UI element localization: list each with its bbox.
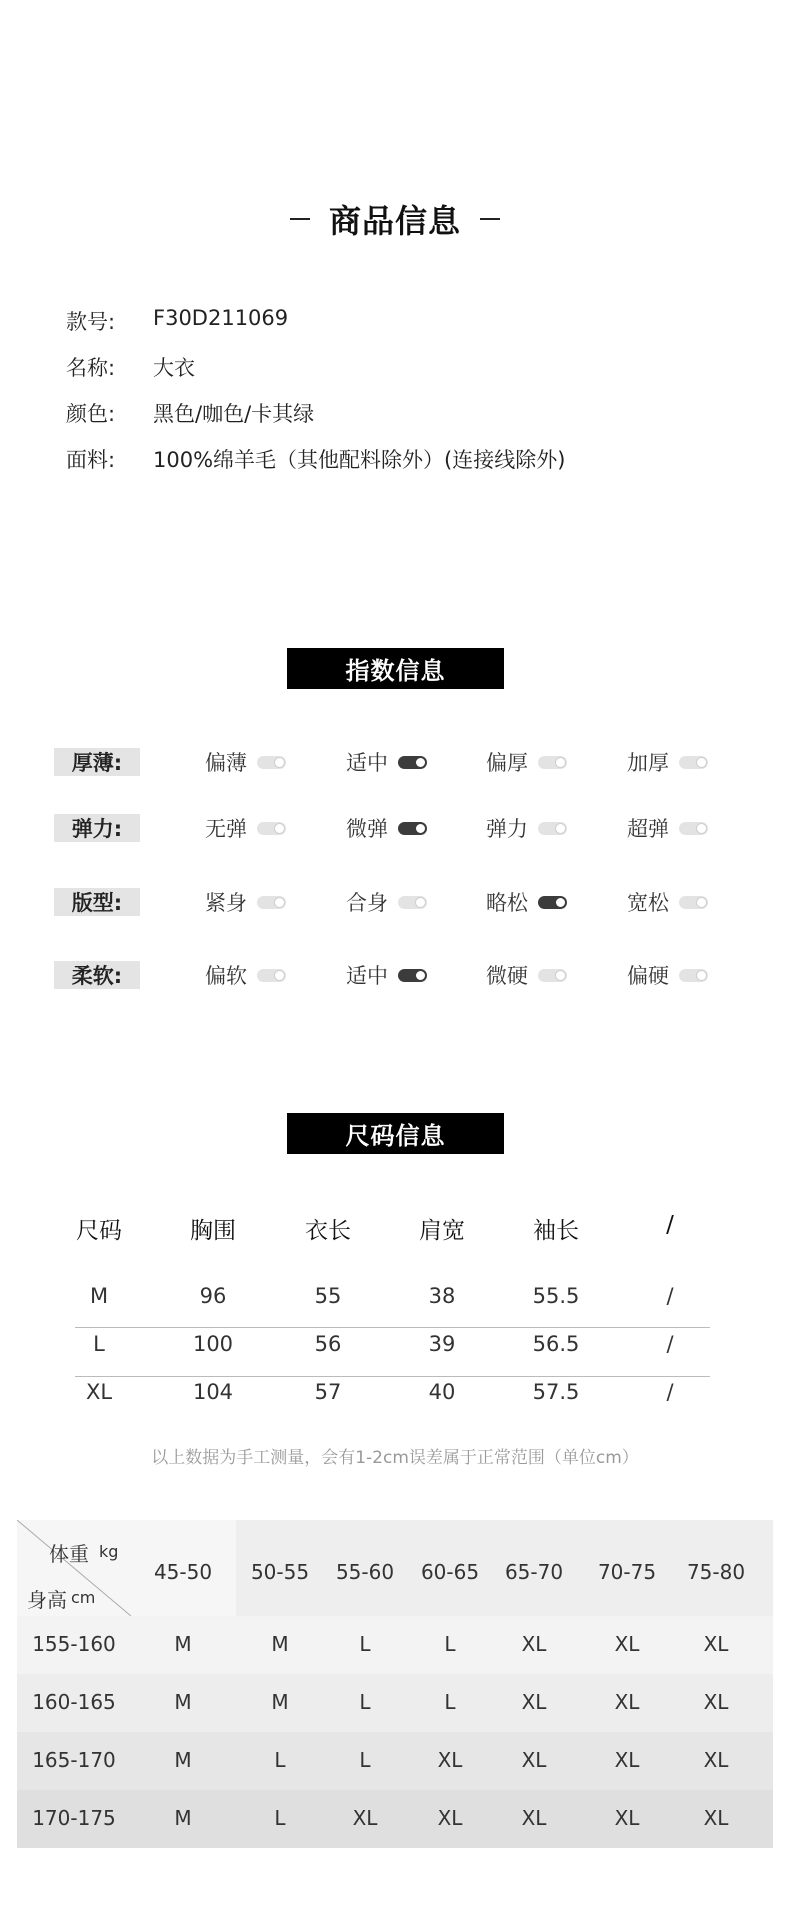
height-row-label: 160-165 xyxy=(32,1690,116,1714)
title-dash-right xyxy=(480,218,500,220)
toggle-off-icon xyxy=(538,969,567,982)
size-cell: 100 xyxy=(192,1332,234,1356)
index-row-label: 版型: xyxy=(54,888,140,916)
index-row-label: 弹力: xyxy=(54,814,140,842)
recommended-size-cell: XL xyxy=(521,1748,547,1772)
recommended-size-cell: XL xyxy=(703,1748,729,1772)
index-option xyxy=(346,813,427,843)
recommended-size-cell: XL xyxy=(352,1806,378,1830)
index-option xyxy=(205,813,286,843)
index-option xyxy=(205,747,286,777)
toggle-off-icon xyxy=(257,969,286,982)
size-header-cell: 衣长 xyxy=(305,1218,351,1244)
recommended-size-cell: XL xyxy=(437,1748,463,1772)
size-cell: 38 xyxy=(428,1284,456,1308)
recommended-size-cell: L xyxy=(444,1632,456,1656)
index-option xyxy=(205,960,286,990)
index-row-label: 柔软: xyxy=(54,961,140,989)
recommended-size-cell: M xyxy=(174,1748,192,1772)
recommended-size-cell: XL xyxy=(614,1632,640,1656)
size-cell: 57.5 xyxy=(532,1380,580,1404)
size-cell: / xyxy=(666,1284,674,1308)
recommended-size-cell: XL xyxy=(614,1690,640,1714)
index-option xyxy=(346,887,427,917)
toggle-off-icon xyxy=(679,756,708,769)
size-header-cell: 尺码 xyxy=(76,1218,122,1244)
size-row-divider xyxy=(75,1376,710,1377)
index-option-label: 微硬 xyxy=(486,964,528,988)
index-option-label: 偏薄 xyxy=(205,751,247,775)
index-option-label: 超弹 xyxy=(627,817,669,841)
info-label-name: 名称: xyxy=(66,356,116,380)
index-option xyxy=(627,887,708,917)
info-value-fabric: 100%绵羊毛（其他配料除外）(连接线除外) xyxy=(153,448,566,472)
index-option xyxy=(346,747,427,777)
size-row-divider xyxy=(75,1327,710,1328)
corner-weight-unit: kg xyxy=(99,1542,119,1561)
size-cell: / xyxy=(666,1332,674,1356)
weight-header-cell: 75-80 xyxy=(686,1560,746,1584)
index-option xyxy=(486,887,567,917)
index-option xyxy=(205,887,286,917)
toggle-off-icon xyxy=(257,756,286,769)
size-cell: 57 xyxy=(314,1380,342,1404)
index-option-label: 弹力 xyxy=(486,817,528,841)
recommended-size-cell: XL xyxy=(614,1806,640,1830)
recommended-size-cell: L xyxy=(359,1690,371,1714)
size-cell: 96 xyxy=(199,1284,227,1308)
index-option xyxy=(486,960,567,990)
product-info-title: 商品信息 xyxy=(328,202,461,240)
toggle-on-icon xyxy=(398,822,427,835)
weight-header-cell: 50-55 xyxy=(250,1560,310,1584)
index-option xyxy=(627,960,708,990)
index-option-label: 偏厚 xyxy=(486,751,528,775)
weight-header-cell: 45-50 xyxy=(153,1560,213,1584)
toggle-on-icon xyxy=(398,969,427,982)
corner-height-unit: cm xyxy=(71,1588,96,1607)
index-option-label: 偏硬 xyxy=(627,964,669,988)
toggle-off-icon xyxy=(679,896,708,909)
info-value-color: 黑色/咖色/卡其绿 xyxy=(153,402,315,426)
recommended-size-cell: L xyxy=(444,1690,456,1714)
index-option-label: 加厚 xyxy=(627,751,669,775)
toggle-on-icon xyxy=(398,756,427,769)
info-value-name: 大衣 xyxy=(153,356,195,380)
toggle-off-icon xyxy=(538,822,567,835)
recommended-size-cell: XL xyxy=(437,1806,463,1830)
corner-weight-label: 体重 xyxy=(49,1542,89,1566)
index-option xyxy=(486,813,567,843)
size-cell: 55 xyxy=(314,1284,342,1308)
weight-header-cell: 65-70 xyxy=(504,1560,564,1584)
recommended-size-cell: XL xyxy=(614,1748,640,1772)
recommended-size-cell: M xyxy=(174,1632,192,1656)
info-label-color: 颜色: xyxy=(66,402,116,426)
height-row-label: 170-175 xyxy=(32,1806,116,1830)
weight-header-cell: 70-75 xyxy=(597,1560,657,1584)
height-row-label: 155-160 xyxy=(32,1632,116,1656)
size-cell: 39 xyxy=(428,1332,456,1356)
measurement-note: 以上数据为手工测量，会有1-2cm误差属于正常范围（单位cm） xyxy=(151,1448,639,1468)
index-option-label: 适中 xyxy=(346,964,388,988)
index-row-label: 厚薄: xyxy=(54,748,140,776)
toggle-off-icon xyxy=(679,822,708,835)
recommended-size-cell: M xyxy=(174,1690,192,1714)
size-cell: L xyxy=(93,1332,105,1356)
toggle-off-icon xyxy=(538,756,567,769)
index-option-label: 略松 xyxy=(486,891,528,915)
recommended-size-cell: XL xyxy=(521,1632,547,1656)
size-cell: 55.5 xyxy=(532,1284,580,1308)
recommended-size-cell: M xyxy=(174,1806,192,1830)
recommended-size-cell: XL xyxy=(521,1690,547,1714)
size-cell: XL xyxy=(85,1380,113,1404)
size-reference-grid xyxy=(17,1520,773,1848)
size-cell: 40 xyxy=(428,1380,456,1404)
recommended-size-cell: M xyxy=(271,1632,289,1656)
recommended-size-cell: XL xyxy=(703,1690,729,1714)
size-header-cell: 袖长 xyxy=(533,1218,579,1244)
size-header-cell: / xyxy=(666,1212,674,1238)
index-option-label: 微弹 xyxy=(346,817,388,841)
toggle-off-icon xyxy=(398,896,427,909)
info-value-style: F30D211069 xyxy=(153,306,289,330)
recommended-size-cell: M xyxy=(271,1690,289,1714)
size-info-banner: 尺码信息 xyxy=(287,1113,504,1154)
index-info-banner: 指数信息 xyxy=(287,648,504,689)
recommended-size-cell: XL xyxy=(521,1806,547,1830)
index-option-label: 适中 xyxy=(346,751,388,775)
size-cell: M xyxy=(89,1284,109,1308)
toggle-on-icon xyxy=(538,896,567,909)
index-option-label: 偏软 xyxy=(205,964,247,988)
index-option-label: 宽松 xyxy=(627,891,669,915)
index-option xyxy=(486,747,567,777)
height-row-label: 165-170 xyxy=(32,1748,116,1772)
info-label-fabric: 面料: xyxy=(66,448,116,472)
index-option xyxy=(627,813,708,843)
recommended-size-cell: L xyxy=(359,1748,371,1772)
recommended-size-cell: XL xyxy=(703,1632,729,1656)
toggle-off-icon xyxy=(679,969,708,982)
weight-header-cell: 55-60 xyxy=(335,1560,395,1584)
corner-height-label: 身高 xyxy=(27,1588,67,1612)
size-cell: 56 xyxy=(314,1332,342,1356)
index-option xyxy=(627,747,708,777)
size-header-cell: 肩宽 xyxy=(419,1218,465,1244)
size-cell: / xyxy=(666,1380,674,1404)
toggle-off-icon xyxy=(257,896,286,909)
recommended-size-cell: L xyxy=(274,1748,286,1772)
recommended-size-cell: L xyxy=(359,1632,371,1656)
size-header-cell: 胸围 xyxy=(190,1218,236,1244)
toggle-off-icon xyxy=(257,822,286,835)
index-option-label: 紧身 xyxy=(205,891,247,915)
index-option-label: 无弹 xyxy=(205,817,247,841)
recommended-size-cell: XL xyxy=(703,1806,729,1830)
index-option-label: 合身 xyxy=(346,891,388,915)
index-option xyxy=(346,960,427,990)
info-label-style: 款号: xyxy=(66,310,116,334)
weight-header-cell: 60-65 xyxy=(420,1560,480,1584)
recommended-size-cell: L xyxy=(274,1806,286,1830)
size-cell: 104 xyxy=(192,1380,234,1404)
size-cell: 56.5 xyxy=(532,1332,580,1356)
